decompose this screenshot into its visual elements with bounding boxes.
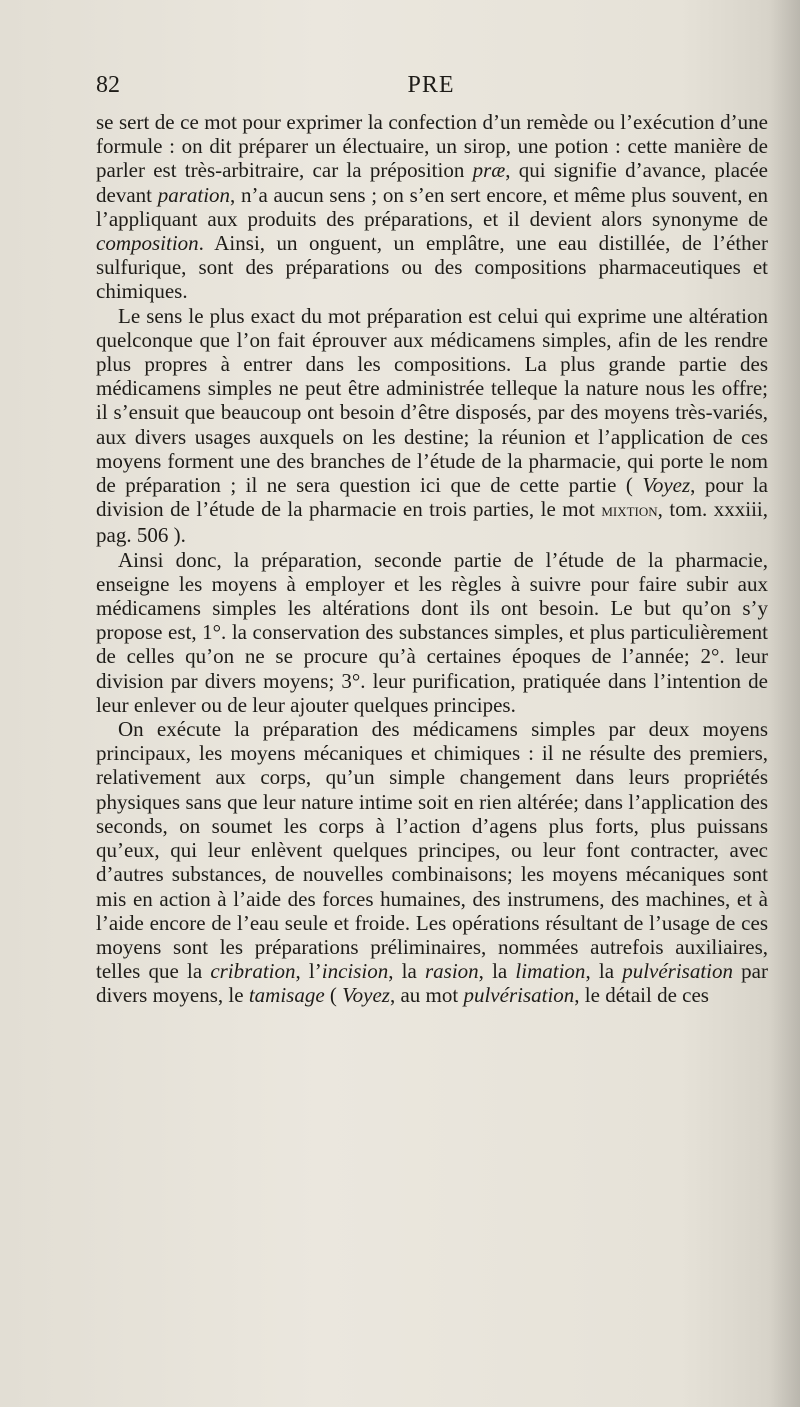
paragraph-3 xyxy=(96,548,768,717)
paragraph-4 xyxy=(96,717,768,1007)
text-run: se sert de ce mot pour exprimer la confection d’un remède ou l’exécution d’une formule : on dit préparer un électuaire, un sirop, une potion : cette manière de parler est très-arbitraire, car la préposition xyxy=(96,110,768,183)
page-edge-shadow xyxy=(770,0,800,1407)
paragraph-2 xyxy=(96,304,768,548)
text-run: , la xyxy=(478,959,516,984)
text-run: , tom. xxxiii, pag. 506 ). xyxy=(96,497,768,548)
italic-term: incision xyxy=(321,959,389,984)
italic-term: præ xyxy=(472,158,506,183)
italic-term: limation xyxy=(515,959,586,984)
text-run: Ainsi donc, la préparation, seconde partie de l’étude de la pharmacie, enseigne les moyens à employer et les règles à suivre pour faire subir aux médicamens simples les altérations dont ils ont besoin. Le but qu’on s’y propose est, 1°. la conservation des substances simples, et plus particulièrement de celles qu’on ne se procure qu’à certaines époques de l’année; 2°. leur division par divers moyens; 3°. leur purification, pratiquée dans l’intention de leur enlever ou de leur ajouter quelques principes. xyxy=(96,547,768,717)
text-run: , le détail de ces xyxy=(574,983,709,1008)
page-number: 82 xyxy=(96,72,120,98)
text-run: Le sens le plus exact du mot préparation est celui qui exprime une altération quelconque que l’on fait éprouver aux médicamens simples, afin de les rendre plus propres à entrer dans les compositions. La plus grande partie des médicamens simples ne peut être administrée telleque la nature nous les offre; il s’ensuit que beaucoup ont besoin d’être disposés, par des moyens très-variés, aux divers usages auxquels on les destine; la réunion et l’application de ces moyens forment une des branches de l’étude de la pharmacie, qui porte le nom de préparation ; il ne sera question ici que de cette partie ( xyxy=(96,303,768,498)
italic-term: tamisage xyxy=(248,983,325,1008)
page-header xyxy=(96,72,766,106)
italic-term: paration xyxy=(157,182,231,207)
italic-term: cribration xyxy=(210,959,296,984)
text-run: ( xyxy=(324,983,343,1008)
smallcaps-term: mixtion xyxy=(601,500,658,522)
text-run: , la xyxy=(388,959,425,984)
text-run: , n’a aucun sens ; on s’en sert encore, et même plus souvent, en l’appliquant aux produits des préparations, et il devient alors synonyme de xyxy=(96,182,768,231)
text-run: , l’ xyxy=(295,959,322,984)
text-run: par divers moyens, le xyxy=(96,959,769,1008)
italic-term: Voyez xyxy=(642,473,691,498)
text-run: . Ainsi, un onguent, un emplâtre, une eau distillée, de l’éther sulfurique, sont des préparations ou des compositions pharmaceutiques et chimiques. xyxy=(96,231,768,304)
italic-term: pulvérisation xyxy=(622,959,734,984)
text-run: , qui signifie d’avance, placée devant xyxy=(96,158,768,207)
italic-term: Voyez xyxy=(342,983,390,1008)
body-text xyxy=(96,110,768,1008)
italic-term: pulvérisation xyxy=(463,983,575,1008)
text-run: , pour la division de l’étude de la pharmacie en trois parties, le mot xyxy=(96,473,768,522)
text-run: , la xyxy=(585,959,623,984)
running-head: PRE xyxy=(407,72,455,98)
italic-term: rasion xyxy=(424,959,479,984)
text-run: , au mot xyxy=(389,983,464,1008)
text-run: On exécute la préparation des médicamens simples par deux moyens principaux, les moyens mécaniques et chimiques : il ne résulte des premiers, relativement aux corps, qu’un simple changement dans leurs propriétés physiques sans que leur nature intime soit en rien altérée; dans l’application des seconds, on soumet les corps à l’action d’agens plus forts, plus puissans qu’eux, qui leur enlèvent quelques principes, ou leur font contracter, avec d’autres substances, de nouvelles combinaisons; les moyens mécaniques sont mis en action à l’aide des forces humaines, des instrumens, des machines, et à l’aide encore de l’eau seule et froide. Les opérations résultant de l’usage de ces moyens sont les préparations préliminaires, nommées autrefois auxiliaires, telles que la xyxy=(96,717,768,984)
italic-term: composition xyxy=(96,231,199,256)
paragraph-1 xyxy=(96,110,768,304)
